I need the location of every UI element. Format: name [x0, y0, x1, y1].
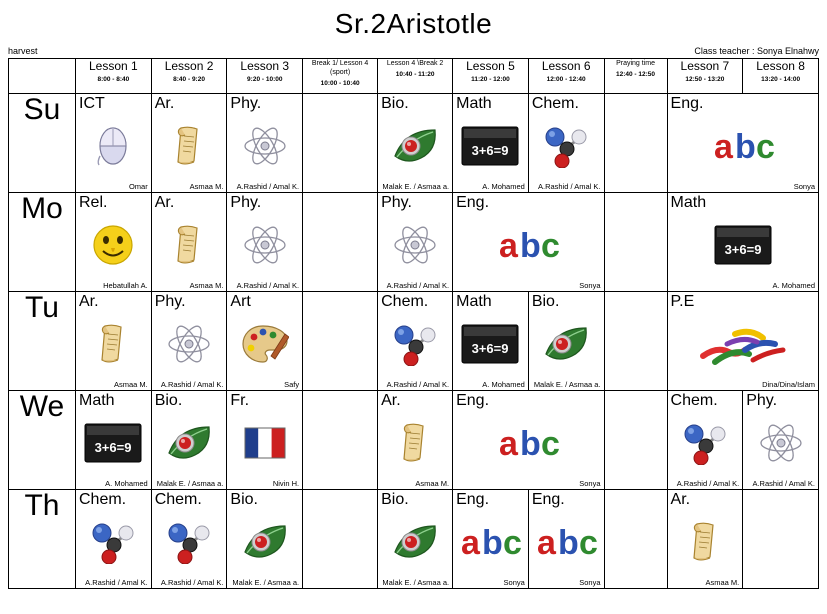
empty-cell [743, 490, 819, 589]
empty-cell [303, 292, 378, 391]
subject-name: Chem. [670, 392, 718, 409]
header-lesson-name: Lesson 6 [541, 59, 591, 73]
lesson-cell-inner [453, 490, 528, 588]
lesson-cell-inner [529, 292, 604, 390]
lesson-cell-inner [303, 193, 377, 291]
header-lesson-name: Lesson 1 [89, 59, 138, 73]
lesson-cell-inner [76, 490, 151, 588]
leaf-icon [152, 411, 227, 475]
lesson-cell-inner [227, 490, 302, 588]
scroll-icon [76, 312, 151, 376]
teacher-name: Malak E. / Asmaa a. [382, 578, 450, 587]
teacher-name: Sonya [579, 281, 601, 290]
svg-text:3+6=9: 3+6=9 [724, 242, 762, 257]
teacher-name: Malak E. / Asmaa a. [533, 380, 601, 389]
svg-text:3+6=9: 3+6=9 [472, 143, 509, 158]
subject-name: P.E [670, 293, 695, 310]
svg-text:c: c [503, 524, 523, 562]
svg-text:c: c [579, 524, 599, 562]
abc-icon [529, 510, 604, 574]
flag-icon [227, 411, 302, 475]
teacher-name: Nivin H. [272, 479, 300, 488]
lesson-cell[interactable] [76, 490, 152, 589]
molecule-icon [152, 510, 227, 574]
subject-name: Eng. [670, 95, 704, 112]
empty-cell [604, 193, 667, 292]
lesson-cell[interactable] [151, 94, 227, 193]
lesson-cell-inner [743, 490, 818, 588]
subject-name: Bio. [154, 392, 183, 409]
lesson-cell-inner [303, 490, 377, 588]
teacher-name: Asmaa M. [705, 578, 740, 587]
lesson-cell[interactable] [453, 94, 529, 193]
subject-name: Chem. [79, 491, 127, 508]
header-lesson-1 [76, 59, 152, 94]
lesson-cell-inner [303, 292, 377, 390]
table-row [9, 193, 819, 292]
teacher-name: Sonya [579, 578, 601, 587]
teacher-name: A.Rashid / Amal K. [160, 380, 224, 389]
teacher-name: A. Mohamed [105, 479, 148, 488]
teacher-name: A.Rashid / Amal K. [386, 281, 450, 290]
header-lesson-10 [743, 59, 819, 94]
svg-text:a: a [461, 524, 481, 562]
lesson-cell-inner [668, 292, 818, 390]
subject-name: Rel. [79, 194, 108, 211]
lesson-cell-inner [76, 193, 151, 291]
leaf-icon [227, 510, 302, 574]
teacher-name: Asmaa M. [415, 479, 450, 488]
lesson-cell[interactable] [378, 94, 453, 193]
lesson-cell[interactable] [667, 94, 818, 193]
subject-name: Bio. [381, 95, 409, 112]
header-lesson-name: Lesson 3 [240, 59, 290, 73]
lesson-cell[interactable] [667, 193, 818, 292]
teacher-name: A.Rashid / Amal K. [386, 380, 450, 389]
subject-name: Ar. [381, 392, 401, 409]
palette-icon [227, 312, 302, 376]
header-lesson-name: Lesson 8 [756, 59, 805, 73]
subject-name: Phy. [230, 194, 262, 211]
atom-icon [378, 213, 452, 277]
day-label: Tu [9, 292, 76, 391]
lesson-cell-inner [152, 490, 227, 588]
subject-name: Phy. [746, 392, 778, 409]
lesson-cell-inner [529, 94, 604, 192]
leaf-icon [378, 510, 452, 574]
lesson-cell-inner [76, 292, 151, 390]
teacher-name: Sonya [503, 578, 525, 587]
lesson-cell-inner [76, 391, 151, 489]
header-lesson-8 [604, 59, 667, 94]
teacher-name: A.Rashid / Amal K. [85, 578, 148, 587]
molecule-icon [529, 114, 604, 178]
header-lesson-time: 8:40 - 9:20 [173, 76, 205, 83]
lesson-cell[interactable] [227, 292, 303, 391]
subject-name: Ar. [154, 194, 175, 211]
header-lesson-6 [453, 59, 529, 94]
abc-icon [453, 411, 603, 475]
lesson-cell-inner [227, 94, 302, 192]
lesson-cell-inner [227, 193, 302, 291]
lesson-cell[interactable] [528, 94, 604, 193]
header-lesson-time: 12:00 - 12:40 [546, 76, 586, 83]
lesson-cell-inner [453, 292, 528, 390]
header-lesson-5 [378, 59, 453, 94]
header-lesson-2 [151, 59, 227, 94]
lesson-cell[interactable] [453, 193, 604, 292]
svg-text:a: a [499, 425, 519, 463]
lesson-cell-inner [605, 292, 667, 390]
teacher-name: A. Mohamed [772, 281, 815, 290]
lesson-cell-inner [668, 490, 743, 588]
lesson-cell[interactable] [151, 391, 227, 490]
lesson-cell[interactable] [378, 391, 453, 490]
subject-name: Ar. [79, 293, 99, 310]
harvest-label: harvest [8, 46, 38, 56]
lesson-cell[interactable] [151, 490, 227, 589]
molecule-icon [76, 510, 151, 574]
teacher-name: A.Rashid / Amal K. [236, 182, 300, 191]
teacher-name: A. Mohamed [482, 182, 525, 191]
lesson-cell-inner [605, 193, 667, 291]
header-lesson-time: 12:40 - 12:50 [616, 71, 656, 78]
header-lesson-name: Lesson 4 \Break 2 [386, 60, 444, 67]
teacher-name: Hebatullah A. [103, 281, 148, 290]
lesson-cell-inner [152, 94, 227, 192]
subject-name: Bio. [381, 491, 409, 508]
subject-name: Chem. [381, 293, 429, 310]
subject-name: Eng. [531, 491, 565, 508]
svg-text:3+6=9: 3+6=9 [472, 341, 509, 356]
svg-text:b: b [520, 227, 542, 265]
teacher-name: A.Rashid / Amal K. [236, 281, 300, 290]
scroll-icon [668, 510, 743, 574]
empty-cell [303, 94, 378, 193]
mouse-icon [76, 114, 151, 178]
teacher-name: Asmaa M. [189, 182, 224, 191]
subject-name: Ar. [670, 491, 691, 508]
empty-cell [303, 490, 378, 589]
scroll-icon [152, 114, 227, 178]
class-teacher-label: Class teacher : Sonya Elnahwy [694, 46, 819, 56]
lesson-cell-inner [605, 391, 667, 489]
header-lesson-time: 13:20 - 14:00 [761, 76, 801, 83]
atom-icon [152, 312, 227, 376]
subject-name: Eng. [456, 392, 490, 409]
lesson-cell[interactable] [453, 490, 529, 589]
header-lesson-time: 12:50 - 13:20 [685, 76, 725, 83]
lesson-cell[interactable] [227, 391, 303, 490]
svg-text:3+6=9: 3+6=9 [94, 440, 132, 455]
atom-icon [743, 411, 818, 475]
lesson-cell[interactable] [667, 391, 743, 490]
lesson-cell[interactable] [76, 292, 152, 391]
lesson-cell-inner [378, 490, 452, 588]
svg-text:b: b [734, 128, 756, 166]
day-label: Mo [9, 193, 76, 292]
header-lesson-7 [528, 59, 604, 94]
lesson-cell[interactable] [378, 490, 453, 589]
molecule-icon [668, 411, 743, 475]
subject-name: Math [670, 194, 707, 211]
teacher-name: Safy [284, 380, 300, 389]
lesson-cell[interactable] [227, 94, 303, 193]
subject-name: Eng. [456, 194, 490, 211]
lesson-cell-inner [743, 391, 818, 489]
scroll-icon [378, 411, 452, 475]
day-label: We [9, 391, 76, 490]
atom-icon [227, 213, 302, 277]
subject-name: Chem. [154, 491, 202, 508]
leaf-icon [529, 312, 604, 376]
lesson-cell[interactable] [151, 292, 227, 391]
svg-text:a: a [537, 524, 557, 562]
lesson-cell[interactable] [453, 391, 604, 490]
teacher-name: A.Rashid / Amal K. [676, 479, 740, 488]
lesson-cell-inner [453, 391, 603, 489]
empty-cell [604, 94, 667, 193]
empty-cell [604, 490, 667, 589]
lesson-cell[interactable] [76, 94, 152, 193]
calculator-icon [453, 114, 528, 178]
subheader [0, 46, 827, 58]
lesson-cell-inner [76, 94, 151, 192]
lesson-cell[interactable] [227, 193, 303, 292]
subject-name: Math [456, 95, 492, 112]
lesson-cell-inner [227, 391, 302, 489]
svg-text:a: a [713, 128, 733, 166]
empty-cell [303, 391, 378, 490]
day-label: Th [9, 490, 76, 589]
subject-name: Ar. [154, 95, 175, 112]
subject-name: Math [79, 392, 115, 409]
calculator-icon [453, 312, 528, 376]
lesson-cell[interactable] [76, 391, 152, 490]
leaf-icon [378, 114, 452, 178]
svg-text:b: b [482, 524, 504, 562]
svg-text:b: b [520, 425, 542, 463]
lesson-cell-inner [303, 94, 377, 192]
svg-text:c: c [755, 128, 775, 166]
subject-name: Phy. [381, 194, 412, 211]
lesson-cell-inner [453, 94, 528, 192]
lesson-cell[interactable] [378, 193, 453, 292]
empty-cell [604, 391, 667, 490]
subject-name: Fr. [230, 392, 250, 409]
calculator-icon [76, 411, 151, 475]
lesson-cell[interactable] [378, 292, 453, 391]
svg-text:c: c [541, 227, 561, 265]
table-row [9, 490, 819, 589]
teacher-name: A. Mohamed [482, 380, 525, 389]
lesson-cell[interactable] [528, 292, 604, 391]
calculator-icon [668, 213, 818, 277]
lesson-cell-inner [668, 94, 818, 192]
empty-cell [604, 292, 667, 391]
header-lesson-name: Lesson 2 [164, 59, 214, 73]
lesson-cell-inner [668, 391, 743, 489]
svg-text:b: b [558, 524, 579, 562]
lesson-cell[interactable] [667, 292, 818, 391]
lesson-cell-inner [668, 193, 818, 291]
abc-icon [453, 213, 603, 277]
header-lesson-4 [303, 59, 378, 94]
teacher-name: Malak E. / Asmaa a. [382, 182, 450, 191]
header-lesson-name: Break 1/ Lesson 4 (sport) [311, 60, 369, 76]
subject-name: Math [456, 293, 492, 310]
lesson-cell-inner [605, 94, 667, 192]
header-lesson-name: Praying time [616, 60, 655, 67]
lesson-cell-inner [152, 292, 227, 390]
runner-icon [668, 312, 818, 376]
teacher-name: A.Rashid / Amal K. [752, 479, 815, 488]
day-label: Su [9, 94, 76, 193]
lesson-cell-inner [605, 490, 667, 588]
teacher-name: A.Rashid / Amal K. [537, 182, 601, 191]
subject-name: Bio. [531, 293, 560, 310]
table-row [9, 94, 819, 193]
lesson-cell[interactable] [528, 490, 604, 589]
header-lesson-name: Lesson 5 [466, 59, 515, 73]
svg-text:c: c [541, 425, 561, 463]
lesson-cell-inner [378, 94, 452, 192]
subject-name: Bio. [230, 491, 258, 508]
table-row [9, 292, 819, 391]
abc-icon [453, 510, 528, 574]
lesson-cell[interactable] [151, 193, 227, 292]
lesson-cell[interactable] [667, 490, 743, 589]
lesson-cell-inner [152, 193, 227, 291]
subject-name: Phy. [154, 293, 186, 310]
teacher-name: Malak E. / Asmaa a. [232, 578, 300, 587]
timetable [8, 58, 819, 589]
lesson-cell-inner [378, 391, 452, 489]
praying-icon [76, 213, 151, 277]
lesson-cell-inner [529, 490, 604, 588]
header-lesson-time: 11:20 - 12:00 [471, 76, 510, 83]
lesson-cell-inner [378, 193, 452, 291]
header-corner-cell [9, 59, 76, 94]
header-lesson-9 [667, 59, 743, 94]
header-lesson-time: 10:40 - 11:20 [395, 71, 435, 78]
lesson-cell-inner [152, 391, 227, 489]
subject-name: Chem. [531, 95, 579, 112]
teacher-name: Asmaa M. [113, 380, 148, 389]
table-row [9, 391, 819, 490]
lesson-cell-inner [303, 391, 377, 489]
molecule-icon [378, 312, 452, 376]
svg-text:a: a [499, 227, 519, 265]
subject-name: ICT [79, 95, 105, 112]
teacher-name: Sonya [579, 479, 601, 488]
lesson-cell-inner [453, 193, 603, 291]
teacher-name: Sonya [793, 182, 815, 191]
page-title: Sr.2Aristotle [334, 8, 493, 39]
lesson-cell-inner [227, 292, 302, 390]
lesson-cell[interactable] [453, 292, 529, 391]
lesson-cell[interactable] [76, 193, 152, 292]
teacher-name: Asmaa M. [189, 281, 224, 290]
table-header-row [9, 59, 819, 94]
lesson-cell[interactable] [743, 391, 819, 490]
empty-cell [303, 193, 378, 292]
lesson-cell[interactable] [227, 490, 303, 589]
teacher-name: Dina/Dina/Islam [762, 380, 815, 389]
teacher-name: Omar [128, 182, 148, 191]
header-lesson-name: Lesson 7 [680, 59, 730, 73]
header-lesson-time: 9:20 - 10:00 [247, 76, 283, 83]
subject-name: Eng. [456, 491, 490, 508]
lesson-cell-inner [378, 292, 452, 390]
teacher-name: A.Rashid / Amal K. [160, 578, 224, 587]
subject-name: Phy. [230, 95, 262, 112]
atom-icon [227, 114, 302, 178]
header-lesson-time: 10:00 - 10:40 [320, 80, 360, 87]
header-lesson-time: 8:00 - 8:40 [97, 76, 130, 83]
abc-icon [668, 114, 818, 178]
subject-name: Art [230, 293, 251, 310]
teacher-name: Malak E. / Asmaa a. [156, 479, 224, 488]
scroll-icon [152, 213, 227, 277]
header-lesson-3 [227, 59, 303, 94]
